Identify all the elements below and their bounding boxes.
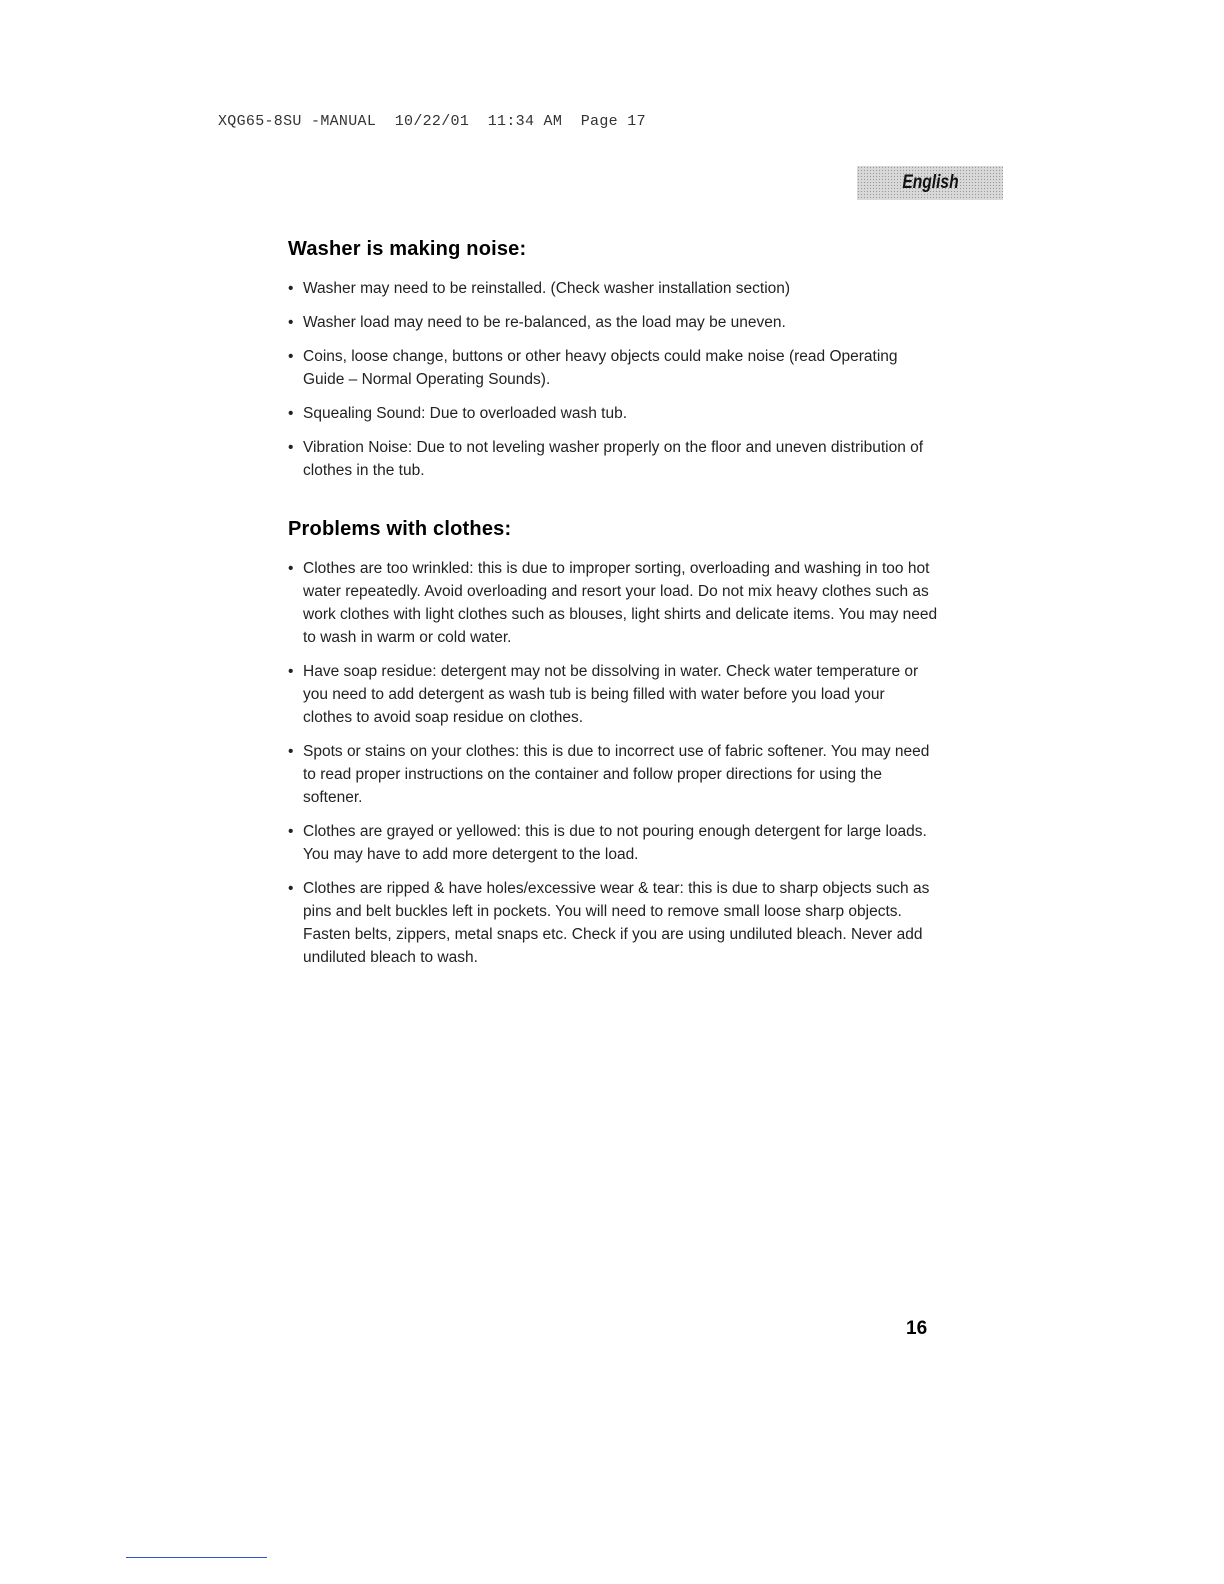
language-tab [857, 166, 1003, 200]
section-title: Washer is making noise: [288, 238, 527, 260]
list-item: • Coins, loose change, buttons or other heavy objects could make noise (read Operating Guide – Normal Operating Sounds). [288, 345, 938, 391]
bullet-list [288, 277, 938, 482]
list-item: • Washer load may need to be re-balanced, as the load may be uneven. [288, 311, 938, 334]
list-item: • Clothes are too wrinkled: this is due to improper sorting, overloading and washing in too hot water repeatedly. Avoid overloading and resort your load. Do not mix heavy clothes such as work clothes with light clothes such as blouses, light shirts and delicate items. You may need to wash in warm or cold water. [288, 557, 938, 649]
section-washer-noise [288, 238, 938, 482]
bullet-list [288, 557, 938, 969]
section-title: Problems with clothes: [288, 518, 512, 540]
list-item: • Clothes are ripped & have holes/excessive wear & tear: this is due to sharp objects such as pins and belt buckles left in pockets. You will need to remove small loose sharp objects. Fasten belts, zippers, metal snaps etc. Check if you are using undiluted bleach. Never add undiluted bleach to wash. [288, 877, 938, 969]
page-content [288, 238, 938, 980]
print-header: XQG65-8SU -MANUAL 10/22/01 11:34 AM Page 17 [218, 113, 646, 130]
section-clothes-problems [288, 518, 938, 969]
list-item: • Spots or stains on your clothes: this is due to incorrect use of fabric softener. You may need to read proper instructions on the container and follow proper directions for using the softener. [288, 740, 938, 809]
footer-divider [126, 1557, 267, 1558]
list-item: • Vibration Noise: Due to not leveling washer properly on the floor and uneven distribution of clothes in the tub. [288, 436, 938, 482]
list-item: • Squealing Sound: Due to overloaded wash tub. [288, 402, 938, 425]
list-item: • Washer may need to be reinstalled. (Check washer installation section) [288, 277, 938, 300]
page-number: 16 [906, 1318, 928, 1339]
language-tab-label: English [902, 172, 959, 193]
list-item: • Clothes are grayed or yellowed: this is due to not pouring enough detergent for large loads. You may have to add more detergent to the load. [288, 820, 938, 866]
list-item: • Have soap residue: detergent may not be dissolving in water. Check water temperature or you need to add detergent as wash tub is being filled with water before you load your clothes to avoid soap residue on clothes. [288, 660, 938, 729]
